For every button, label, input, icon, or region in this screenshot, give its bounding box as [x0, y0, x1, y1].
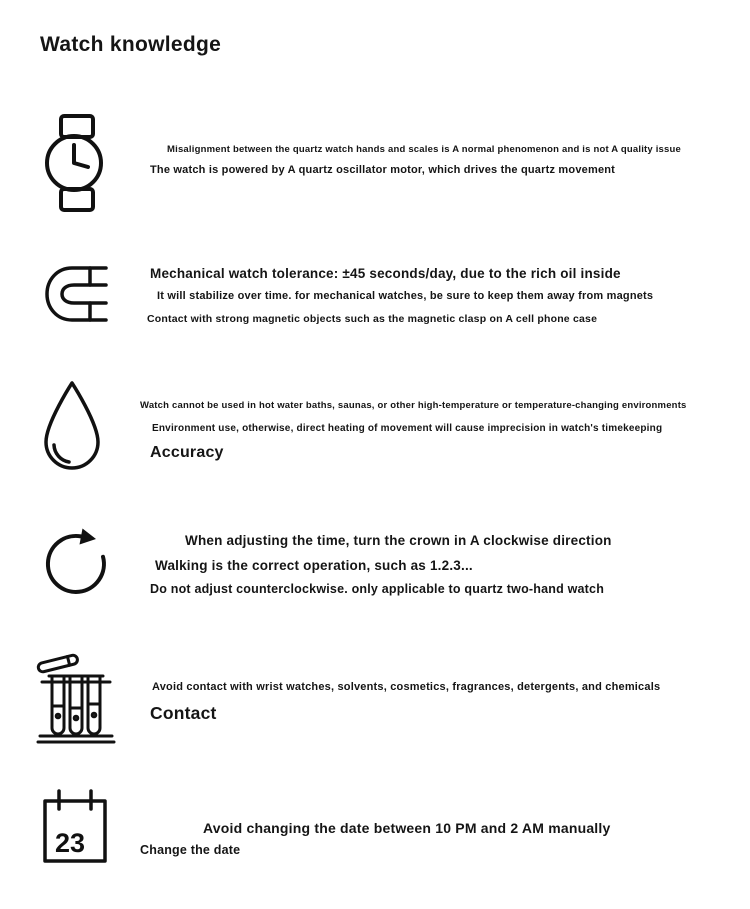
page-title: Watch knowledge — [40, 33, 222, 56]
section-date-headline: Avoid changing the date between 10 PM and 2 AM manually — [203, 820, 611, 836]
test-tubes-icon — [36, 646, 116, 746]
watch-icon — [45, 113, 107, 213]
clockwise-arrow-icon — [42, 520, 114, 598]
section-date-heading: Change the date — [140, 843, 241, 857]
section-quartz-note: Misalignment between the quartz watch hands and scales is A normal phenomenon and is not A quality issue — [167, 144, 682, 155]
section-magnet-note: Contact with strong magnetic objects such as the magnetic clasp on A cell phone case — [147, 313, 598, 325]
section-crown-desc: Walking is the correct operation, such as 1.2.3... — [155, 558, 473, 573]
section-water-note: Watch cannot be used in hot water baths, saunas, or other high-temperature or temperature-changing environments — [140, 400, 687, 411]
water-drop-icon — [40, 379, 104, 471]
magnet-icon — [42, 263, 108, 325]
section-chemicals-heading: Contact — [150, 703, 217, 723]
section-crown-headline: When adjusting the time, turn the crown in A clockwise direction — [185, 533, 612, 548]
section-water-desc: Environment use, otherwise, direct heating of movement will cause imprecision in watch's timekeeping — [152, 423, 663, 434]
calendar-icon — [42, 789, 108, 869]
section-water-heading: Accuracy — [150, 444, 224, 461]
section-magnet-desc: It will stabilize over time. for mechanical watches, be sure to keep them away from magnets — [157, 290, 654, 302]
section-quartz-desc: The watch is powered by A quartz oscillator motor, which drives the quartz movement — [150, 164, 616, 176]
section-chemicals-desc: Avoid contact with wrist watches, solvents, cosmetics, fragrances, detergents, and chemicals — [152, 681, 661, 693]
calendar-day: 23 — [55, 828, 86, 858]
section-crown-note: Do not adjust counterclockwise. only applicable to quartz two-hand watch — [150, 582, 605, 596]
section-magnet-headline: Mechanical watch tolerance: ±45 seconds/day, due to the rich oil inside — [150, 266, 621, 281]
